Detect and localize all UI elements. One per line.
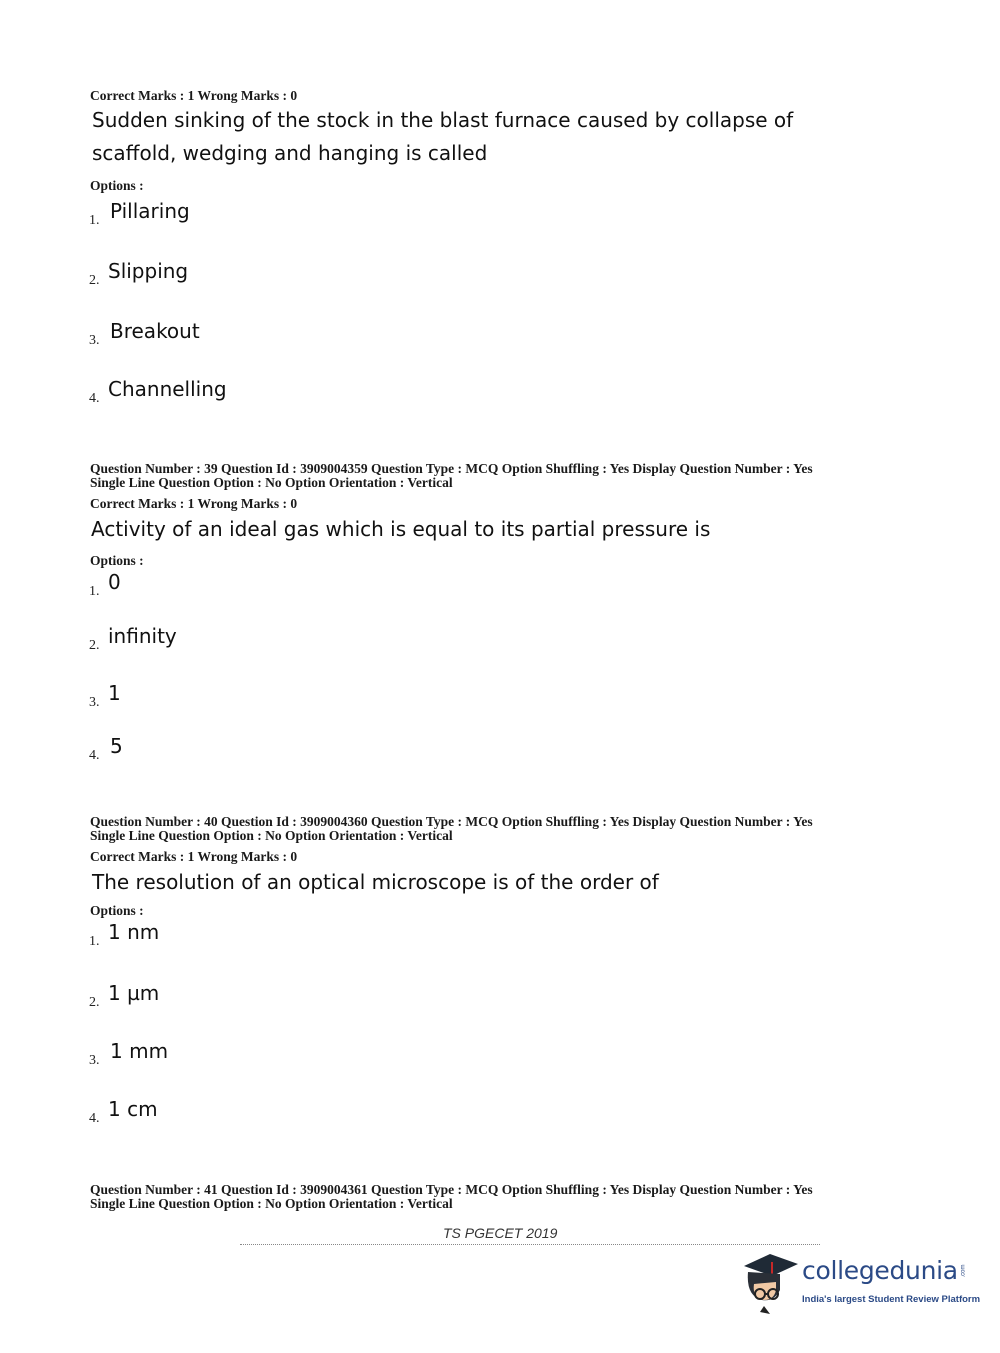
- option-text: Breakout: [110, 319, 200, 343]
- question-meta-line: Single Line Question Option : No Option Orientation : Vertical: [90, 475, 453, 490]
- question-meta-line: Question Number : 41 Question Id : 3909004361 Question Type : MCQ Option Shuffling : Yes Display Question Number : Yes: [90, 1182, 813, 1197]
- option-text: 1 nm: [108, 920, 160, 944]
- collegedunia-logo: [740, 1248, 981, 1320]
- question-text: [92, 104, 793, 170]
- option-number: 1.: [89, 584, 100, 599]
- question-header: [90, 815, 813, 843]
- option-number: 3.: [89, 1053, 100, 1068]
- logo-wordmark: collegedunia: [802, 1256, 958, 1285]
- option-text: Channelling: [108, 377, 227, 401]
- option-text: 1 µm: [108, 981, 160, 1005]
- footer-divider: [240, 1244, 820, 1247]
- exam-footer: TS PGECET 2019: [443, 1225, 558, 1241]
- mascot-icon: [740, 1248, 802, 1320]
- marks-info: Correct Marks : 1 Wrong Marks : 0: [90, 88, 298, 103]
- logo-suffix: .com: [960, 1264, 967, 1278]
- option-number: 4.: [89, 748, 100, 763]
- question-meta-line: Question Number : 39 Question Id : 3909004359 Question Type : MCQ Option Shuffling : Yes Display Question Number : Yes: [90, 461, 813, 476]
- question-text: The resolution of an optical microscope is of the order of: [92, 870, 659, 894]
- option-number: 2.: [89, 638, 100, 653]
- question-header: [90, 1183, 813, 1211]
- option-number: 4.: [89, 391, 100, 406]
- option-text: 5: [110, 734, 123, 758]
- option-text: 0: [108, 570, 121, 594]
- option-text: 1: [108, 681, 121, 705]
- option-number: 1.: [89, 934, 100, 949]
- option-number: 2.: [89, 995, 100, 1010]
- option-text: Slipping: [108, 259, 189, 283]
- option-text: infinity: [108, 624, 177, 648]
- logo-tagline: India's largest Student Review Platform: [802, 1294, 981, 1305]
- question-line: scaffold, wedging and hanging is called: [92, 141, 488, 165]
- option-number: 1.: [89, 213, 100, 228]
- option-text: 1 mm: [110, 1039, 169, 1063]
- question-meta-line: Question Number : 40 Question Id : 3909004360 Question Type : MCQ Option Shuffling : Yes Display Question Number : Yes: [90, 814, 813, 829]
- question-text: Activity of an ideal gas which is equal to its partial pressure is: [91, 517, 711, 541]
- question-meta-line: Single Line Question Option : No Option Orientation : Vertical: [90, 828, 453, 843]
- option-number: 2.: [89, 273, 100, 288]
- option-text: 1 cm: [108, 1097, 158, 1121]
- option-text: Pillaring: [110, 199, 190, 223]
- options-label: Options :: [90, 903, 144, 918]
- question-header: [90, 462, 813, 490]
- question-meta-line: Single Line Question Option : No Option Orientation : Vertical: [90, 1196, 453, 1211]
- option-number: 3.: [89, 695, 100, 710]
- option-number: 4.: [89, 1111, 100, 1126]
- option-number: 3.: [89, 333, 100, 348]
- marks-info: Correct Marks : 1 Wrong Marks : 0: [90, 496, 298, 511]
- marks-info: Correct Marks : 1 Wrong Marks : 0: [90, 849, 298, 864]
- options-label: Options :: [90, 178, 144, 193]
- options-label: Options :: [90, 553, 144, 568]
- question-line: Sudden sinking of the stock in the blast furnace caused by collapse of: [92, 108, 794, 132]
